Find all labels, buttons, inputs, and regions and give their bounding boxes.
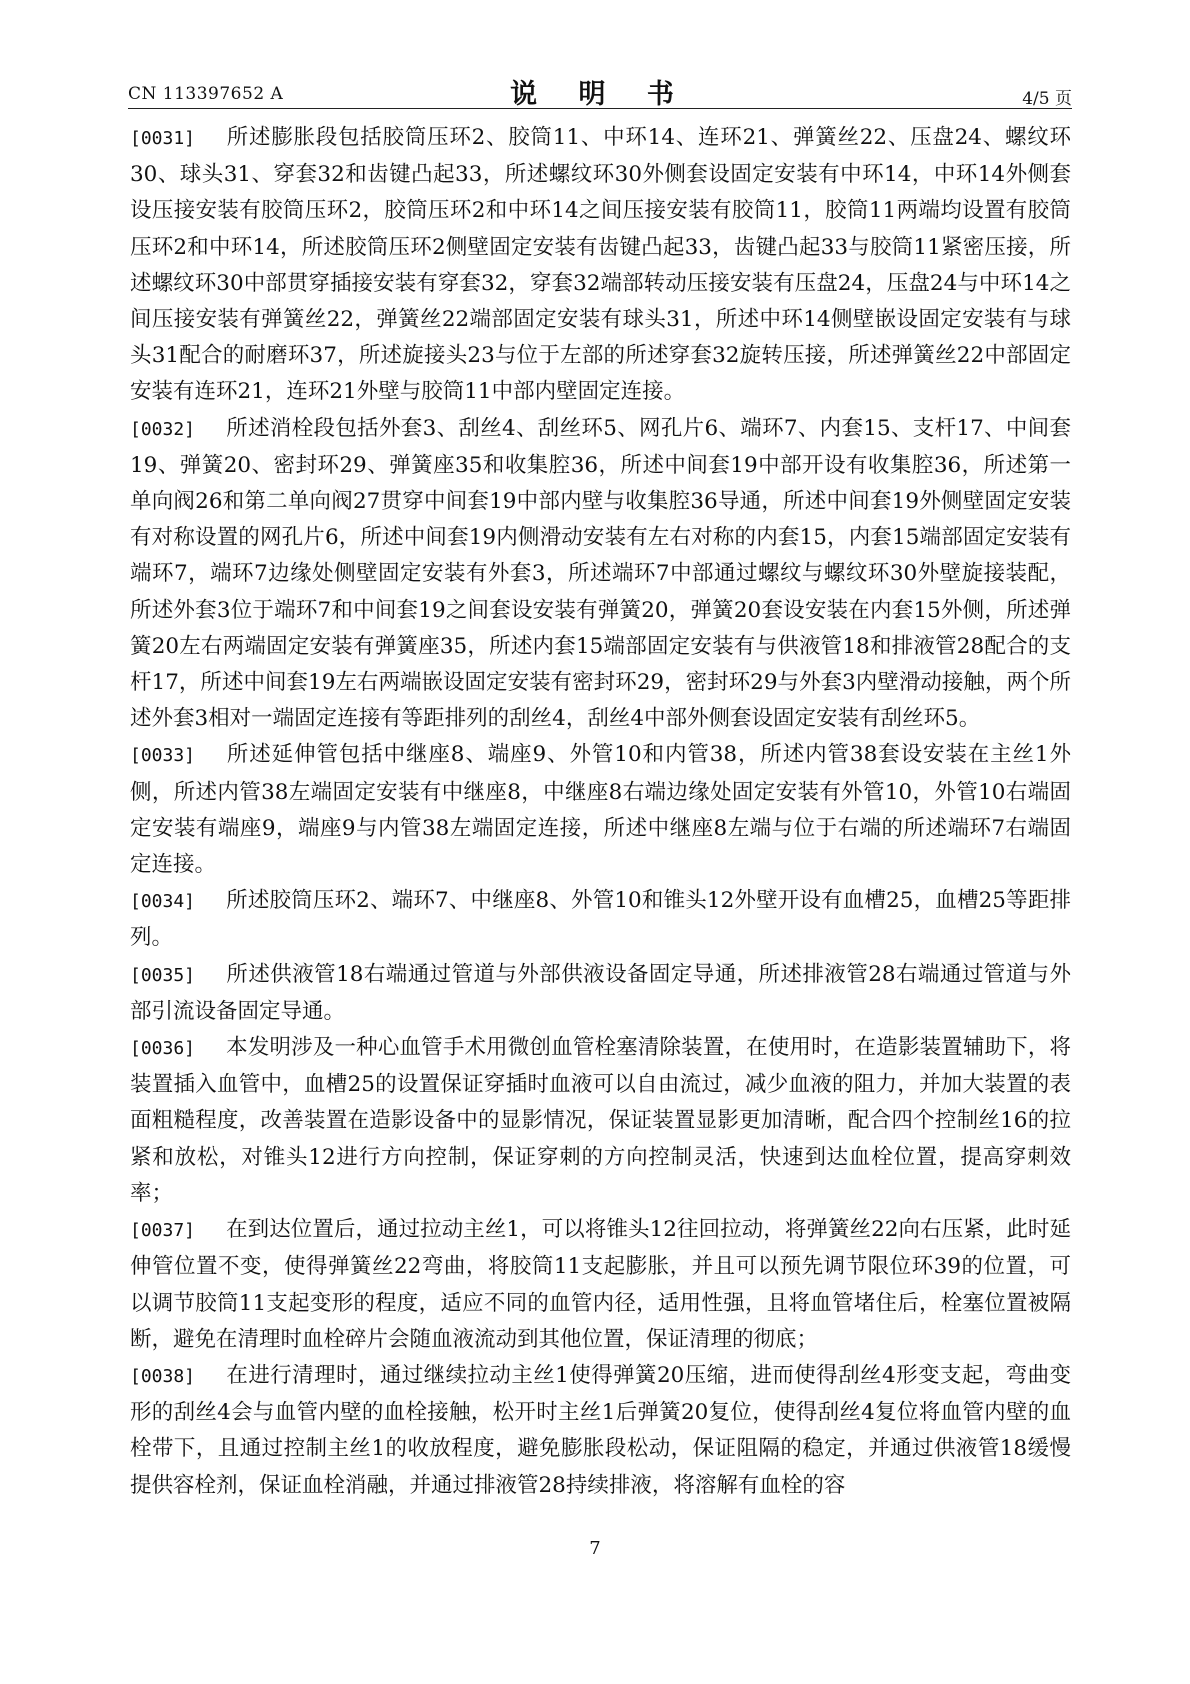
- document-title: 说 明 书: [510, 79, 690, 110]
- paragraph-text: 在到达位置后，通过拉动主丝1，可以将锥头12往回拉动，将弹簧丝22向右压紧，此时延伸管位置不变，使得弹簧丝22弯曲，将胶筒11支起膨胀，并且可以预先调节限位环39的位置，可以调节胶筒11支起变形的程度，适应不同的血管内径，适用性强，且将血管堵住后，栓塞位置被隔断，避免在清理时血栓碎片会随血液流动到其他位置，保证清理的彻底；: [130, 1217, 1071, 1352]
- paragraph-text: 所述消栓段包括外套3、刮丝4、刮丝环5、网孔片6、端环7、内套15、支杆17、中间套19、弹簧20、密封环29、弹簧座35和收集腔36，所述中间套19中部开设有收集腔36，所述第一单向阀26和第二单向阀27贯穿中间套19中部内壁与收集腔36导通，所述中间套19外侧壁固定安装有对称设置的网孔片6，所述中间套19内侧滑动安装有左右对称的内套15，内套15端部固定安装有端环7，端环7边缘处侧壁固定安装有外套3，所述端环7中部通过螺纹与螺纹环30外壁旋接装配，所述外套3位于端环7和中间套19之间套设安装有弹簧20，弹簧20套设安装在内套15外侧，所述弹簧20左右两端固定安装有弹簧座35，所述内套15端部固定安装有与供液管18和排液管28配合的支杆17，所述中间套19左右两端嵌设固定安装有密封环29，密封环29与外套3内壁滑动接触，两个所述外套3相对一端固定连接有等距排列的刮丝4，刮丝4中部外侧套设固定安装有刮丝环5。: [130, 415, 1071, 732]
- body-text: [130, 120, 1071, 1504]
- page-header: [128, 72, 1072, 112]
- paragraph-0033: [130, 737, 1071, 883]
- paragraph-number: [0034]: [130, 891, 196, 913]
- paragraph-text: 所述膨胀段包括胶筒压环2、胶筒11、中环14、连环21、弹簧丝22、压盘24、螺纹环30、球头31、穿套32和齿键凸起33，所述螺纹环30外侧套设固定安装有中环14，中环14外侧套设压接安装有胶筒压环2，胶筒压环2和中环14之间压接安装有胶筒11，胶筒11两端均设置有胶筒压环2和中环14，所述胶筒压环2侧壁固定安装有齿键凸起33，齿键凸起33与胶筒11紧密压接，所述螺纹环30中部贯穿插接安装有穿套32，穿套32端部转动压接安装有压盘24，压盘24与中环14之间压接安装有弹簧丝22，弹簧丝22端部固定安装有球头31，所述中环14侧壁嵌设固定安装有与球头31配合的耐磨环37，所述旋接头23与位于左部的所述穿套32旋转压接，所述弹簧丝22中部固定安装有连环21，连环21外壁与胶筒11中部内壁固定连接。: [130, 125, 1071, 405]
- paragraph-text: 所述延伸管包括中继座8、端座9、外管10和内管38，所述内管38套设安装在主丝1外侧，所述内管38左端固定安装有中继座8，中继座8右端边缘处固定安装有外管10，外管10右端固定安装有端座9，端座9与内管38左端固定连接，所述中继座8左端与位于右端的所述端环7右端固定连接。: [130, 742, 1071, 878]
- paragraph-number: [0033]: [130, 745, 196, 767]
- paragraph-number: [0032]: [130, 418, 196, 440]
- paragraph-text: 所述胶筒压环2、端环7、中继座8、外管10和锥头12外壁开设有血槽25，血槽25等距排列。: [130, 888, 1071, 951]
- document-number: CN 113397652 A: [128, 84, 284, 104]
- paragraph-number: [0038]: [130, 1365, 196, 1387]
- paragraph-0036: [130, 1030, 1071, 1212]
- paragraph-0034: [130, 883, 1071, 956]
- paragraph-text: 在进行清理时，通过继续拉动主丝1使得弹簧20压缩，进而使得刮丝4形变支起，弯曲变形的刮丝4会与血管内壁的血栓接触，松开时主丝1后弹簧20复位，使得刮丝4复位将血管内壁的血栓带下，且通过控制主丝1的收放程度，避免膨胀段松动，保证阻隔的稳定，并通过供液管18缓慢提供容栓剂，保证血栓消融，并通过排液管28持续排液，将溶解有血栓的容: [130, 1362, 1071, 1498]
- paragraph-0032: [130, 411, 1071, 738]
- page-indicator: 4/5 页: [1022, 89, 1072, 109]
- paragraph-0037: [130, 1212, 1071, 1358]
- paragraph-0038: [130, 1358, 1071, 1504]
- paragraph-0035: [130, 957, 1071, 1030]
- paragraph-number: [0035]: [130, 964, 196, 986]
- paragraph-text: 本发明涉及一种心血管手术用微创血管栓塞清除装置，在使用时，在造影装置辅助下，将装置插入血管中，血槽25的设置保证穿插时血液可以自由流过，减少血液的阻力，并加大装置的表面粗糙程度，改善装置在造影设备中的显影情况，保证装置显影更加清晰，配合四个控制丝16的拉紧和放松，对锥头12进行方向控制，保证穿刺的方向控制灵活，快速到达血栓位置，提高穿刺效率；: [130, 1035, 1071, 1206]
- paragraph-0031: [130, 120, 1071, 411]
- page-number: 7: [589, 1538, 601, 1559]
- paragraph-number: [0036]: [130, 1038, 196, 1060]
- paragraph-text: 所述供液管18右端通过管道与外部供液设备固定导通，所述排液管28右端通过管道与外部引流设备固定导通。: [130, 961, 1071, 1024]
- header-divider: [128, 108, 1072, 109]
- paragraph-number: [0037]: [130, 1220, 196, 1242]
- paragraph-number: [0031]: [130, 128, 196, 149]
